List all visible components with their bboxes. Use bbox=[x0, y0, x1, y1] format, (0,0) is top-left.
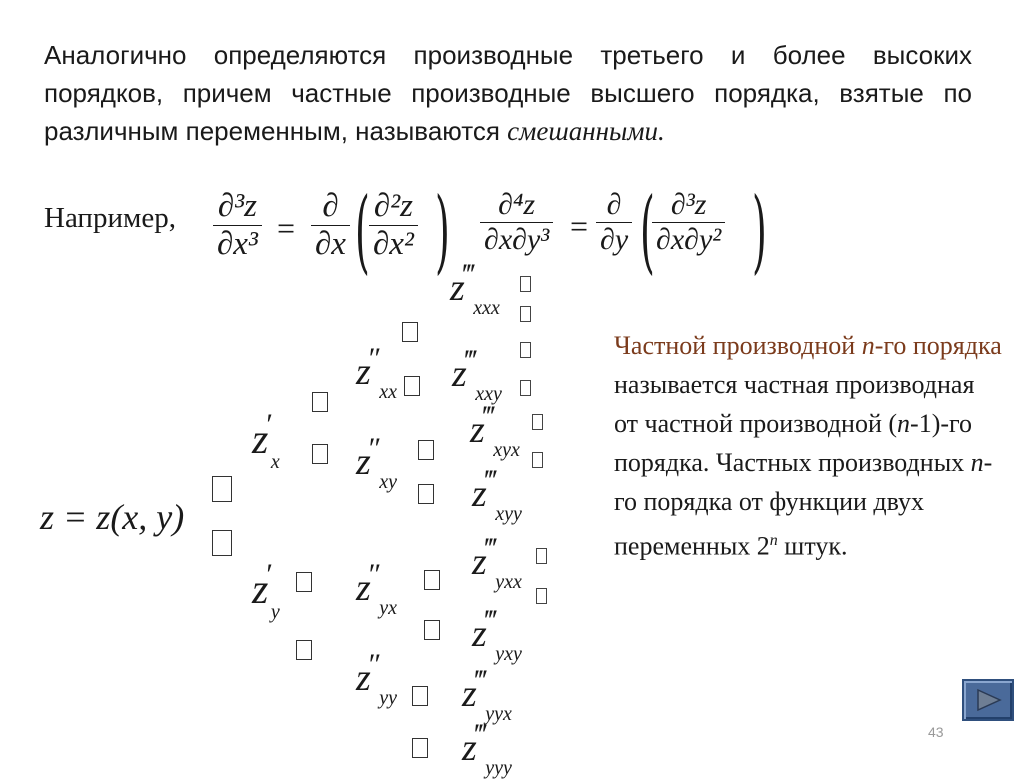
formula2-inner-fraction bbox=[652, 188, 725, 257]
formula1-inner-num: ∂²z bbox=[373, 188, 413, 224]
bracket-glyph bbox=[212, 530, 232, 556]
formula2-inner-num: ∂³z bbox=[670, 188, 707, 221]
bracket-glyph bbox=[520, 342, 531, 358]
second-derivative-yx: $z''_{yx}$ bbox=[356, 558, 398, 619]
bracket-glyph bbox=[418, 440, 434, 460]
bracket-glyph bbox=[424, 620, 440, 640]
formula2-equals: = bbox=[570, 208, 589, 244]
example-label: Например, bbox=[44, 202, 176, 234]
bracket-glyph bbox=[424, 570, 440, 590]
bracket-glyph bbox=[536, 548, 547, 564]
definition-term: Частной производной n-го порядка bbox=[614, 331, 1002, 360]
play-triangle-icon bbox=[976, 688, 1002, 712]
formula1-lhs-den: ∂x³ bbox=[213, 225, 262, 263]
third-derivative-xyx: $z^‴_{xyx}$ bbox=[470, 400, 520, 461]
formula2-lhs-num: ∂⁴z bbox=[498, 188, 536, 221]
formula-mixed-derivative bbox=[480, 178, 770, 284]
formula-third-derivative-x bbox=[205, 178, 455, 284]
third-derivative-yyy: $z^‴_{yyy}$ bbox=[462, 718, 512, 779]
bracket-glyph bbox=[412, 738, 428, 758]
formula1-left-paren: ( bbox=[355, 178, 370, 284]
bracket-glyph bbox=[520, 276, 531, 292]
formula2-right-paren: ) bbox=[752, 178, 767, 284]
formula1-equals: = bbox=[277, 210, 296, 246]
bracket-glyph bbox=[296, 640, 312, 660]
bracket-glyph bbox=[412, 686, 428, 706]
bracket-glyph bbox=[520, 380, 531, 396]
bracket-glyph bbox=[532, 452, 543, 468]
bracket-glyph bbox=[296, 572, 312, 592]
formula1-op-num: ∂ bbox=[322, 188, 339, 224]
formula1-operator-fraction bbox=[311, 188, 350, 263]
formula1-right-paren: ) bbox=[435, 178, 450, 284]
bracket-glyph bbox=[520, 306, 531, 322]
formula2-left-paren: ( bbox=[640, 178, 655, 284]
formula2-lhs-fraction bbox=[480, 188, 553, 257]
third-derivative-yxy: $z^‴_{yxy}$ bbox=[472, 604, 522, 665]
tree-root: z = z(x, y) bbox=[40, 497, 185, 537]
third-derivative-xyy: $z^‴_{xyy}$ bbox=[472, 464, 522, 525]
bracket-glyph bbox=[418, 484, 434, 504]
third-derivative-yyx: $z^‴_{yyx}$ bbox=[462, 664, 512, 725]
formula1-inner-den: ∂x² bbox=[369, 225, 418, 263]
third-derivative-xxx: $z^‴_{xxx}$ bbox=[450, 258, 500, 319]
formula2-lhs-den: ∂x∂y³ bbox=[480, 222, 553, 257]
next-slide-button[interactable] bbox=[962, 679, 1014, 721]
intro-emphasis: смешанными. bbox=[507, 116, 665, 146]
bracket-glyph bbox=[312, 444, 328, 464]
formula2-operator-fraction bbox=[596, 188, 632, 257]
second-derivative-xx: $z''_{xx}$ bbox=[356, 342, 398, 403]
formula2-op-num: ∂ bbox=[606, 188, 622, 221]
bracket-glyph bbox=[404, 376, 420, 396]
bracket-glyph bbox=[312, 392, 328, 412]
page-number: 43 bbox=[928, 724, 944, 740]
intro-paragraph bbox=[44, 36, 972, 150]
third-derivative-xxy: $z^‴_{xxy}$ bbox=[452, 344, 502, 405]
bracket-glyph bbox=[402, 322, 418, 342]
formula1-op-den: ∂x bbox=[311, 225, 350, 263]
bracket-glyph bbox=[212, 476, 232, 502]
first-derivative-y: $z'_y$ bbox=[252, 558, 280, 623]
formula1-inner-fraction bbox=[369, 188, 418, 263]
bracket-glyph bbox=[532, 414, 543, 430]
first-derivative-x: $z'_x$ bbox=[252, 408, 280, 473]
second-derivative-xy: $z''_{xy}$ bbox=[356, 432, 398, 493]
formula1-lhs-num: ∂³z bbox=[217, 188, 257, 224]
formula2-op-den: ∂y bbox=[596, 222, 632, 257]
formula2-inner-den: ∂x∂y² bbox=[652, 222, 725, 257]
third-derivative-yxx: $z^‴_{yxx}$ bbox=[472, 532, 522, 593]
formula1-lhs-fraction bbox=[213, 188, 262, 263]
second-derivative-yy: $z''_{yy}$ bbox=[356, 648, 398, 709]
bracket-glyph bbox=[536, 588, 547, 604]
definition-text: Частной производной n-го порядка называется частная производная от частной производной (n-1)-го порядка. Частных производных n-го порядка от функции двух переменных 2$^n$ штук. bbox=[614, 331, 1002, 561]
intro-text: Аналогично определяются производные третьего и более высоких порядков, причем частные производные высшего порядка, взятые по различным переменным, называются bbox=[44, 40, 972, 146]
